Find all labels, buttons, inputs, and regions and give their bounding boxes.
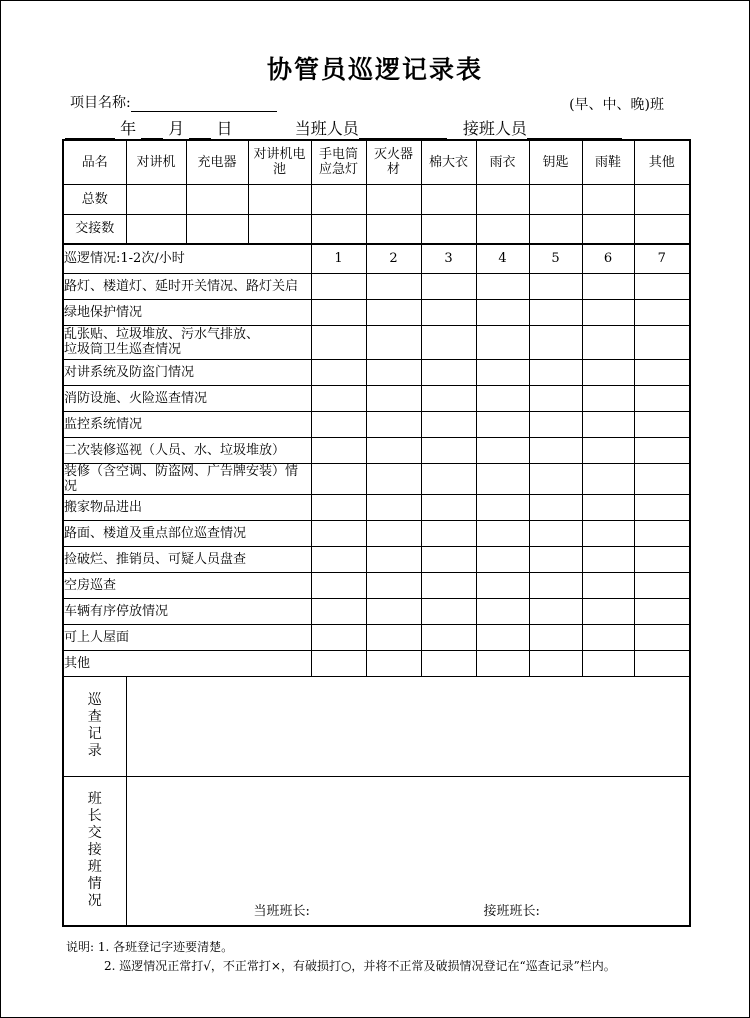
patrol-check-cell[interactable] [582,650,634,676]
patrol-check-cell[interactable] [421,411,476,437]
equipment-count-cell[interactable] [582,214,634,244]
patrol-check-cell[interactable] [476,650,529,676]
patrol-item-label: 路面、楼道及重点部位巡查情况 [63,520,311,546]
patrol-item-row [63,598,690,624]
patrol-check-cell[interactable] [529,299,582,325]
patrol-check-cell[interactable] [582,325,634,359]
patrol-check-cell[interactable] [582,273,634,299]
equipment-count-cell[interactable] [186,214,248,244]
patrol-item-label: 搬家物品进出 [63,494,311,520]
patrol-item-label: 捡破烂、推销员、可疑人员盘查 [63,546,311,572]
patrol-check-cell[interactable] [476,411,529,437]
patrol-item-label: 车辆有序停放情况 [63,598,311,624]
patrol-check-cell[interactable] [582,572,634,598]
handover-leader-label: 接班班长: [483,904,540,919]
patrol-check-cell[interactable] [476,273,529,299]
handover-staff-label: 接班人员 [462,119,527,138]
patrol-check-cell[interactable] [476,624,529,650]
patrol-check-cell[interactable] [421,437,476,463]
patrol-check-cell[interactable] [311,650,366,676]
patrol-check-cell[interactable] [366,624,421,650]
year-label: 年 [120,119,137,138]
patrol-check-cell[interactable] [582,359,634,385]
patrol-check-cell[interactable] [634,546,690,572]
patrol-item-label: 乱张贴、垃圾堆放、污水气排放、垃圾筒卫生巡查情况 [63,325,311,359]
patrol-round-number: 1 [311,244,366,273]
patrol-check-cell[interactable] [311,411,366,437]
patrol-item-label: 可上人屋面 [63,624,311,650]
equipment-count-cell[interactable] [582,184,634,214]
note-1: 1. 各班登记字迹要清楚。 [97,940,234,954]
patrol-check-cell[interactable] [476,325,529,359]
patrol-item-label: 装修（含空调、防盗网、广告牌安装）情况 [63,463,311,494]
patrol-check-cell[interactable] [421,520,476,546]
patrol-check-cell[interactable] [529,624,582,650]
patrol-check-cell[interactable] [421,273,476,299]
patrol-check-cell[interactable] [634,463,690,494]
handover-section [63,776,690,926]
patrol-check-cell[interactable] [311,624,366,650]
patrol-check-cell[interactable] [634,411,690,437]
patrol-check-cell[interactable] [582,494,634,520]
patrol-check-cell[interactable] [634,273,690,299]
patrol-item-row [63,494,690,520]
patrol-check-cell[interactable] [634,385,690,411]
project-name-row [70,92,277,112]
year-field[interactable] [65,122,115,139]
patrol-check-cell[interactable] [476,463,529,494]
patrol-round-number: 4 [476,244,529,273]
patrol-item-row [63,437,690,463]
equipment-count-cell[interactable] [529,214,582,244]
patrol-check-cell[interactable] [529,463,582,494]
patrol-check-cell[interactable] [634,325,690,359]
day-label: 日 [216,119,233,138]
patrol-check-cell[interactable] [529,437,582,463]
patrol-check-cell[interactable] [311,437,366,463]
patrol-check-cell[interactable] [476,572,529,598]
patrol-round-number: 6 [582,244,634,273]
patrol-item-row [63,411,690,437]
equipment-count-row [63,184,690,214]
patrol-check-cell[interactable] [421,463,476,494]
patrol-check-cell[interactable] [311,520,366,546]
handover-section-label: 班长交接班情况 [87,791,102,910]
patrol-check-cell[interactable] [529,411,582,437]
patrol-check-cell[interactable] [476,437,529,463]
date-staff-row [65,116,622,139]
patrol-check-cell[interactable] [634,520,690,546]
patrol-check-cell[interactable] [582,546,634,572]
patrol-check-cell[interactable] [421,546,476,572]
records-label: 巡查记录 [87,692,102,759]
patrol-item-label: 对讲系统及防盗门情况 [63,359,311,385]
equipment-count-cell[interactable] [126,214,186,244]
equipment-count-cell[interactable] [126,184,186,214]
patrol-item-row [63,624,690,650]
patrol-check-cell[interactable] [421,598,476,624]
patrol-check-cell[interactable] [421,299,476,325]
patrol-check-cell[interactable] [529,572,582,598]
handover-area[interactable] [126,776,690,926]
handover-staff-field[interactable] [527,122,622,139]
patrol-check-cell[interactable] [529,359,582,385]
equipment-header-row [63,140,690,184]
equipment-item-header: 对讲机电池 [248,140,311,184]
patrol-item-label: 路灯、楼道灯、延时开关情况、路灯关启 [63,273,311,299]
patrol-check-cell[interactable] [582,520,634,546]
patrol-check-cell[interactable] [366,572,421,598]
patrol-round-number: 3 [421,244,476,273]
equipment-item-header: 对讲机 [126,140,186,184]
patrol-check-cell[interactable] [311,494,366,520]
equipment-item-header: 棉大衣 [421,140,476,184]
patrol-check-cell[interactable] [421,325,476,359]
patrol-check-cell[interactable] [366,546,421,572]
patrol-item-row [63,650,690,676]
patrol-check-cell[interactable] [634,624,690,650]
equipment-count-row [63,214,690,244]
patrol-check-cell[interactable] [582,463,634,494]
patrol-check-cell[interactable] [476,299,529,325]
patrol-check-cell[interactable] [366,437,421,463]
patrol-check-cell[interactable] [634,598,690,624]
patrol-check-cell[interactable] [366,650,421,676]
equipment-count-cell[interactable] [366,184,421,214]
patrol-check-cell[interactable] [421,572,476,598]
patrol-check-cell[interactable] [476,385,529,411]
equipment-item-header: 雨衣 [476,140,529,184]
equipment-count-cell[interactable] [311,184,366,214]
patrol-check-cell[interactable] [582,411,634,437]
patrol-check-cell[interactable] [476,359,529,385]
patrol-check-cell[interactable] [421,385,476,411]
patrol-record-table [62,139,691,927]
notes-section [66,938,616,976]
patrol-item-row [63,299,690,325]
on-duty-staff-label: 当班人员 [294,119,359,138]
patrol-item-row [63,359,690,385]
patrol-item-label: 监控系统情况 [63,411,311,437]
on-duty-leader-label: 当班班长: [253,904,310,919]
patrol-check-cell[interactable] [421,494,476,520]
patrol-check-cell[interactable] [529,520,582,546]
patrol-check-cell[interactable] [476,494,529,520]
patrol-frequency-header: 巡逻情况:1-2次/小时 [63,244,311,273]
page-title: 协管员巡逻记录表 [266,55,483,84]
patrol-check-cell[interactable] [529,325,582,359]
patrol-check-cell[interactable] [529,385,582,411]
patrol-check-cell[interactable] [366,325,421,359]
day-field[interactable] [189,122,211,139]
patrol-check-cell[interactable] [529,494,582,520]
patrol-check-cell[interactable] [366,411,421,437]
patrol-check-cell[interactable] [582,624,634,650]
patrol-check-cell[interactable] [421,650,476,676]
patrol-check-cell[interactable] [582,385,634,411]
patrol-check-cell[interactable] [366,273,421,299]
patrol-check-cell[interactable] [476,546,529,572]
patrol-check-cell[interactable] [421,624,476,650]
equipment-name-header: 品名 [63,140,126,184]
equipment-item-header: 手电筒应急灯 [311,140,366,184]
patrol-check-cell[interactable] [311,385,366,411]
patrol-check-cell[interactable] [582,299,634,325]
patrol-check-cell[interactable] [311,273,366,299]
patrol-check-cell[interactable] [529,273,582,299]
equipment-count-cell[interactable] [421,214,476,244]
project-name-field[interactable] [131,97,277,112]
patrol-item-label: 消防设施、火险巡查情况 [63,385,311,411]
patrol-check-cell[interactable] [311,325,366,359]
patrol-check-cell[interactable] [311,463,366,494]
patrol-item-label: 绿地保护情况 [63,299,311,325]
patrol-check-cell[interactable] [582,437,634,463]
patrol-check-cell[interactable] [476,520,529,546]
month-field[interactable] [141,122,163,139]
patrol-check-cell[interactable] [529,650,582,676]
patrol-check-cell[interactable] [529,546,582,572]
equipment-item-header: 钥匙 [529,140,582,184]
patrol-item-label: 二次装修巡视（人员、水、垃圾堆放） [63,437,311,463]
equipment-row-label: 总数 [63,184,126,214]
patrol-check-cell[interactable] [634,650,690,676]
records-area[interactable] [126,676,690,776]
equipment-count-cell[interactable] [248,184,311,214]
patrol-check-cell[interactable] [634,494,690,520]
patrol-check-cell[interactable] [476,598,529,624]
on-duty-staff-field[interactable] [359,122,447,139]
patrol-check-cell[interactable] [366,359,421,385]
equipment-count-cell[interactable] [421,184,476,214]
equipment-count-cell[interactable] [311,214,366,244]
patrol-check-cell[interactable] [366,494,421,520]
patrol-check-cell[interactable] [311,572,366,598]
patrol-item-row [63,520,690,546]
patrol-check-cell[interactable] [582,598,634,624]
shift-label: (早、中、晚)班 [569,97,664,113]
equipment-row-label: 交接数 [63,214,126,244]
equipment-count-cell[interactable] [366,214,421,244]
equipment-item-header: 其他 [634,140,690,184]
patrol-item-label: 空房巡查 [63,572,311,598]
equipment-item-header: 充电器 [186,140,248,184]
equipment-count-cell[interactable] [634,214,690,244]
equipment-count-cell[interactable] [186,184,248,214]
patrol-header-row [63,244,690,273]
patrol-item-row [63,385,690,411]
patrol-check-cell[interactable] [634,437,690,463]
notes-label: 说明: [66,940,95,954]
patrol-round-number: 7 [634,244,690,273]
records-section [63,676,690,776]
note-2: 2. 巡逻情况正常打√，不正常打×，有破损打○，并将不正常及破损情况登记在“巡查记录”栏内。 [104,959,616,973]
patrol-check-cell[interactable] [366,463,421,494]
patrol-check-cell[interactable] [529,598,582,624]
patrol-check-cell[interactable] [366,520,421,546]
patrol-item-row [63,463,690,494]
equipment-count-cell[interactable] [476,214,529,244]
patrol-check-cell[interactable] [634,299,690,325]
patrol-check-cell[interactable] [366,299,421,325]
month-label: 月 [168,119,185,138]
patrol-round-number: 2 [366,244,421,273]
equipment-count-cell[interactable] [634,184,690,214]
patrol-check-cell[interactable] [311,359,366,385]
patrol-check-cell[interactable] [311,546,366,572]
project-name-label: 项目名称: [70,95,131,111]
patrol-check-cell[interactable] [634,359,690,385]
equipment-item-header: 雨鞋 [582,140,634,184]
patrol-check-cell[interactable] [311,598,366,624]
patrol-item-row [63,572,690,598]
patrol-check-cell[interactable] [634,572,690,598]
patrol-item-row [63,325,690,359]
patrol-item-label: 其他 [63,650,311,676]
patrol-check-cell[interactable] [366,598,421,624]
patrol-item-row [63,546,690,572]
patrol-check-cell[interactable] [311,299,366,325]
patrol-round-number: 5 [529,244,582,273]
equipment-count-cell[interactable] [476,184,529,214]
equipment-count-cell[interactable] [529,184,582,214]
patrol-item-row [63,273,690,299]
patrol-check-cell[interactable] [421,359,476,385]
patrol-check-cell[interactable] [366,385,421,411]
equipment-item-header: 灭火器材 [366,140,421,184]
equipment-count-cell[interactable] [248,214,311,244]
